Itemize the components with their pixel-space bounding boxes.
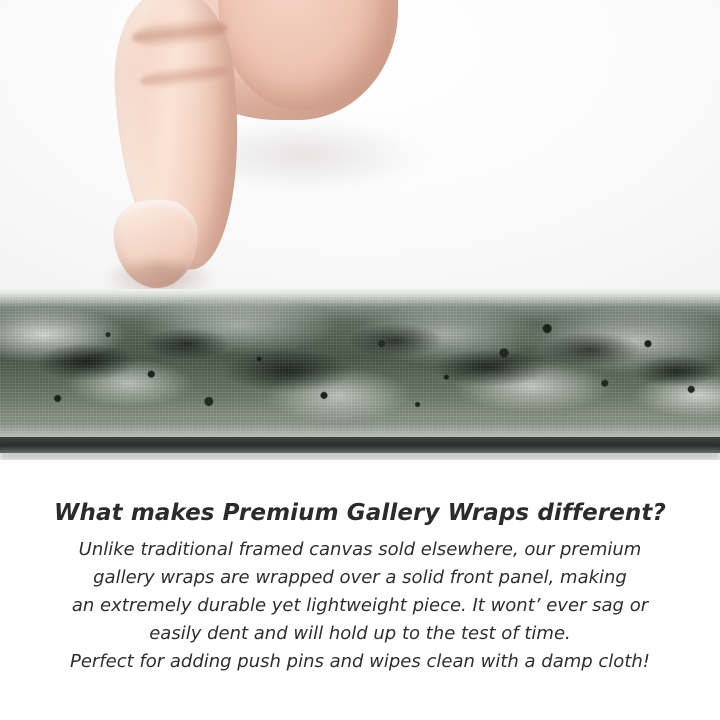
hand-illustration	[88, 0, 388, 310]
canvas-speckles	[0, 289, 720, 441]
body-line-1: Unlike traditional framed canvas sold elsewhere, our premium	[78, 539, 642, 560]
gallery-wrap-edge-band	[0, 289, 720, 441]
body-line-2: gallery wraps are wrapped over a solid front panel, making	[93, 567, 627, 588]
canvas-top-highlight	[0, 289, 720, 307]
marketing-body	[0, 536, 720, 676]
body-line-4: easily dent and will hold up to the test of time.	[149, 623, 571, 644]
marketing-headline: What makes Premium Gallery Wraps different?	[54, 500, 666, 526]
marketing-text-panel	[0, 468, 720, 720]
wrap-underside-soft-shadow	[0, 451, 720, 460]
body-line-3: an extremely durable yet lightweight piece. It wont’ ever sag or	[71, 595, 649, 616]
body-line-5: Perfect for adding push pins and wipes clean with a damp cloth!	[69, 651, 651, 672]
